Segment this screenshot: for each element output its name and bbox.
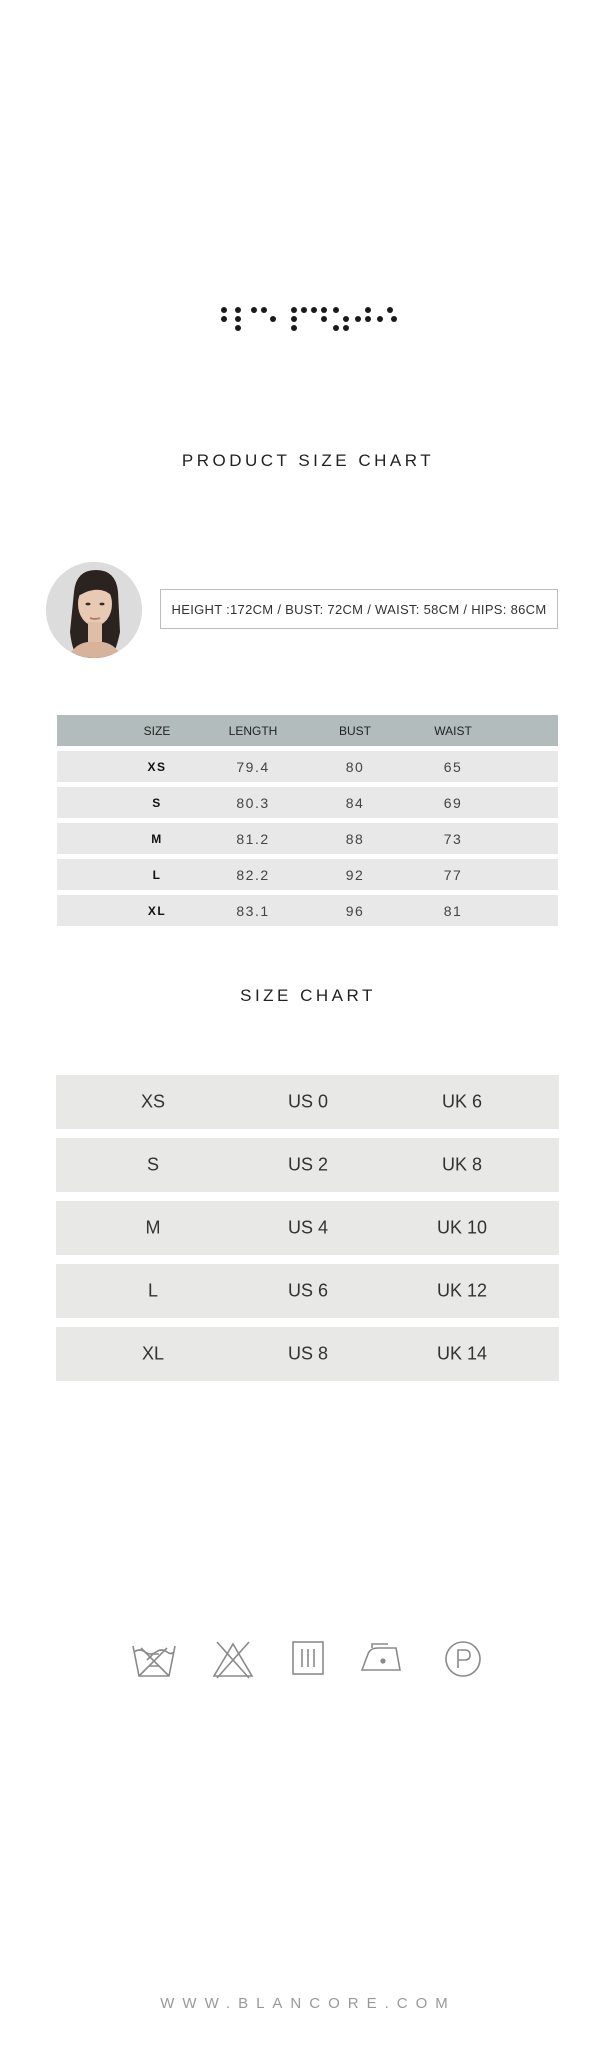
table-row (57, 895, 558, 926)
bust-cell: 96 (345, 902, 365, 919)
size-cell: S (146, 1154, 160, 1175)
braille-logo-icon (218, 306, 398, 336)
us-size-cell: US 2 (287, 1154, 329, 1175)
table-row (56, 1201, 559, 1255)
table-row (57, 751, 558, 782)
size-conversion-table (56, 1075, 559, 1390)
product-size-chart-title: PRODUCT SIZE CHART (181, 451, 435, 470)
us-size-cell: US 6 (287, 1280, 329, 1301)
uk-size-cell: UK 10 (436, 1217, 488, 1238)
do-not-bleach-icon (211, 1640, 255, 1680)
uk-size-cell: UK 12 (436, 1280, 488, 1301)
column-header-size: SIZE (143, 723, 171, 738)
waist-cell: 77 (443, 866, 463, 883)
waist-cell: 73 (443, 830, 463, 847)
table-row (56, 1138, 559, 1192)
table-row (57, 823, 558, 854)
length-cell: 79.4 (236, 758, 270, 775)
model-avatar (46, 562, 142, 658)
uk-size-cell: UK 8 (441, 1154, 483, 1175)
bust-cell: 92 (345, 866, 365, 883)
website-url[interactable]: WWW.BLANCORE.COM (160, 1995, 456, 2012)
uk-size-cell: UK 6 (441, 1091, 483, 1112)
table-row (56, 1327, 559, 1381)
size-chart-title: SIZE CHART (240, 986, 376, 1005)
size-cell: XS (140, 1091, 166, 1112)
size-cell: M (145, 1217, 161, 1238)
model-portrait-icon (46, 562, 142, 658)
size-cell: L (147, 1280, 159, 1301)
length-cell: 82.2 (236, 866, 270, 883)
us-size-cell: US 0 (287, 1091, 329, 1112)
us-size-cell: US 4 (287, 1217, 329, 1238)
size-cell: XS (147, 759, 167, 774)
us-size-cell: US 8 (287, 1343, 329, 1364)
dry-clean-p-icon (444, 1640, 482, 1678)
column-header-waist: WAIST (434, 723, 472, 738)
waist-cell: 69 (443, 794, 463, 811)
table-row (56, 1264, 559, 1318)
bust-cell: 84 (345, 794, 365, 811)
table-row (56, 1075, 559, 1129)
bust-cell: 88 (345, 830, 365, 847)
length-cell: 83.1 (236, 902, 270, 919)
column-header-length: LENGTH (228, 723, 278, 738)
size-cell: S (152, 795, 162, 810)
length-cell: 81.2 (236, 830, 270, 847)
line-dry-icon (291, 1640, 325, 1676)
table-row (57, 787, 558, 818)
table-header-row (57, 715, 558, 746)
model-measurements: HEIGHT :172CM / BUST: 72CM / WAIST: 58CM / HIPS: 86CM (160, 589, 558, 629)
care-instructions (0, 1640, 616, 1690)
bust-cell: 80 (345, 758, 365, 775)
waist-cell: 81 (443, 902, 463, 919)
iron-low-heat-icon (358, 1640, 404, 1674)
table-row (57, 859, 558, 890)
size-cell: XL (141, 1343, 165, 1364)
size-cell: M (151, 831, 163, 846)
uk-size-cell: UK 14 (436, 1343, 488, 1364)
size-cell: XL (147, 903, 167, 918)
waist-cell: 65 (443, 758, 463, 775)
size-cell: L (152, 867, 162, 882)
length-cell: 80.3 (236, 794, 270, 811)
hand-wash-icon (131, 1640, 177, 1680)
column-header-bust: BUST (338, 723, 372, 738)
measurements-table (57, 715, 558, 931)
